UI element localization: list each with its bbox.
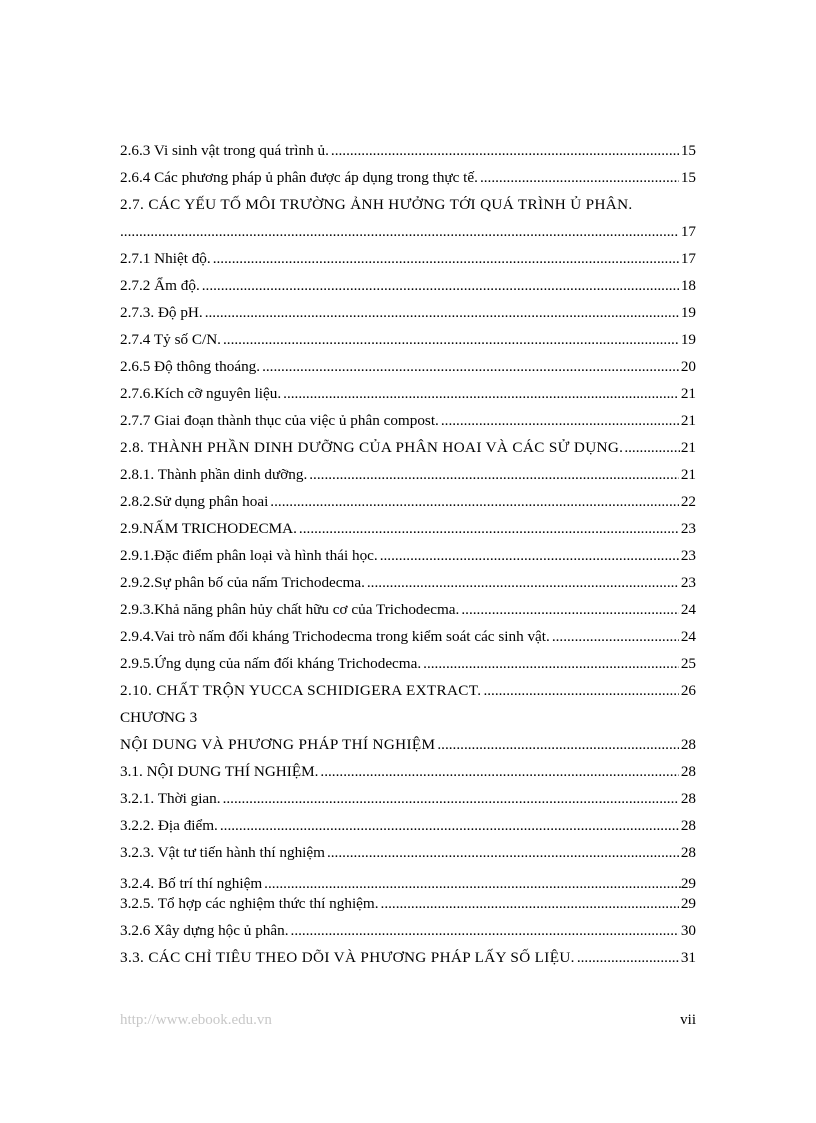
toc-entry-page: 26 <box>680 682 696 699</box>
toc-entry[interactable] <box>120 655 696 673</box>
toc-entry-page: 19 <box>680 331 696 348</box>
toc-entry[interactable] <box>120 817 696 835</box>
toc-entry-label: 2.9.4.Vai trò nấm đối kháng Trichodecma trong kiểm soát các sinh vật. <box>120 628 550 645</box>
dot-leader <box>120 223 679 241</box>
toc-entry[interactable] <box>120 790 696 808</box>
toc-entry-heading[interactable]: 2.7. CÁC YẾU TỐ MÔI TRƯỜNG ẢNH HƯỞNG TỚI QUÁ TRÌNH Ủ PHÂN. <box>120 196 633 213</box>
toc-entry[interactable] <box>120 331 696 349</box>
toc-entry-label: 2.9.1.Đặc điểm phân loại và hình thái học. <box>120 547 378 564</box>
toc-entry-page: 17 <box>680 250 696 267</box>
toc-entry[interactable] <box>120 844 696 862</box>
toc-entry[interactable] <box>120 547 696 565</box>
toc-entry-label: 2.6.3 Vi sinh vật trong quá trình ủ. <box>120 142 329 159</box>
toc-entry-label: 3.2.5. Tổ hợp các nghiệm thức thí nghiệm. <box>120 895 379 912</box>
toc-entry-page: 21 <box>680 439 696 456</box>
dot-leader <box>480 169 679 187</box>
dot-leader <box>552 628 679 646</box>
toc-entry-page: 21 <box>680 385 696 402</box>
toc-entry-page: 24 <box>680 601 696 618</box>
toc-entry[interactable] <box>120 895 696 913</box>
dot-leader <box>202 277 679 295</box>
toc-entry[interactable] <box>120 412 696 430</box>
toc-entry-label: 2.10. CHẤT TRỘN YUCCA SCHIDIGERA EXTRACT. <box>120 682 482 699</box>
toc-entry-label: 3.2.4. Bố trí thí nghiệm <box>120 875 263 892</box>
toc-entry-label: 2.7.6.Kích cỡ nguyên liệu. <box>120 385 282 402</box>
page-number: vii <box>680 1012 696 1028</box>
toc-entry-label: 2.7.7 Giai đoạn thành thục của việc ủ phân compost. <box>120 412 439 429</box>
dot-leader <box>291 922 679 940</box>
toc-entry[interactable] <box>120 601 696 619</box>
toc-entry[interactable] <box>120 949 696 967</box>
footer-url[interactable]: http://www.ebook.edu.vn <box>120 1012 272 1028</box>
toc-entry-page: 31 <box>680 949 696 966</box>
toc-entry-page: 25 <box>680 655 696 672</box>
toc-entry[interactable] <box>120 736 696 754</box>
toc-entry-page: 28 <box>680 736 696 753</box>
toc-entry[interactable] <box>120 574 696 592</box>
toc-entry-label: 3.3. CÁC CHỈ TIÊU THEO DÕI VÀ PHƯƠNG PHÁP LẤY SỐ LIỆU. <box>120 949 575 966</box>
dot-leader <box>577 949 679 967</box>
toc-entry-label: NỘI DUNG VÀ PHƯƠNG PHÁP THÍ NGHIỆM <box>120 736 436 753</box>
toc-entry-label: 3.1. NỘI DUNG THÍ NGHIỆM. <box>120 763 319 780</box>
toc-entry-page: 19 <box>680 304 696 321</box>
toc-entry[interactable] <box>120 763 696 781</box>
toc-entry-label: 2.7.3. Độ pH. <box>120 304 203 321</box>
toc-entry-label: 2.7.4 Tỷ số C/N. <box>120 331 221 348</box>
toc-entry[interactable] <box>120 277 696 295</box>
toc-entry-page: 23 <box>680 547 696 564</box>
toc-entry-page: 28 <box>680 790 696 807</box>
toc-entry-label: 3.2.6 Xây dựng hộc ủ phân. <box>120 922 289 939</box>
toc-entry-label: 2.8.1. Thành phần dinh dưỡng. <box>120 466 308 483</box>
toc-entry-label: 2.9.3.Khả năng phân hủy chất hữu cơ của Trichodecma. <box>120 601 460 618</box>
page-footer <box>120 1012 696 1029</box>
toc-entry[interactable] <box>120 682 696 700</box>
dot-leader <box>299 520 679 538</box>
toc-entry-page: 28 <box>680 844 696 861</box>
toc-entry[interactable] <box>120 250 696 268</box>
toc-entry-page: 21 <box>680 412 696 429</box>
toc-entry-page: 29 <box>680 895 696 912</box>
toc-entry-label: 2.6.5 Độ thông thoáng. <box>120 358 261 375</box>
toc-entry-page: 23 <box>680 574 696 591</box>
dot-leader <box>380 547 679 565</box>
toc-entry[interactable] <box>120 493 696 511</box>
toc-entry-page: 30 <box>680 922 696 939</box>
dot-leader <box>320 763 678 781</box>
toc-entry-label: 2.6.4 Các phương pháp ủ phân được áp dụng trong thực tế. <box>120 169 478 186</box>
toc-entry[interactable] <box>120 358 696 376</box>
toc-entry-page: 23 <box>680 520 696 537</box>
toc-entry-page: 22 <box>680 493 696 510</box>
toc-entry-label: 2.9.2.Sự phân bố của nấm Trichodecma. <box>120 574 365 591</box>
dot-leader <box>213 250 679 268</box>
toc-entry-page: 21 <box>680 466 696 483</box>
toc-entry-label: 3.2.2. Địa điểm. <box>120 817 218 834</box>
toc-entry[interactable] <box>120 466 696 484</box>
toc-entry[interactable] <box>120 304 696 322</box>
toc-entry[interactable] <box>120 628 696 646</box>
dot-leader <box>327 844 679 862</box>
toc-entry-label: 2.9.5.Ứng dụng của nấm đối kháng Trichodecma. <box>120 655 422 672</box>
toc-entry[interactable] <box>120 439 696 457</box>
toc-entry-page: 24 <box>680 628 696 645</box>
dot-leader <box>270 493 679 511</box>
toc-entry-page: 28 <box>680 763 696 780</box>
dot-leader <box>624 439 679 457</box>
dot-leader <box>223 331 679 349</box>
toc-entry-page: 29 <box>680 875 696 892</box>
dot-leader <box>264 875 681 893</box>
dot-leader <box>205 304 679 322</box>
toc-entry-page: 17 <box>680 223 696 240</box>
toc-entry[interactable] <box>120 223 696 241</box>
toc-entry-label: 3.2.1. Thời gian. <box>120 790 221 807</box>
dot-leader <box>223 790 679 808</box>
dot-leader <box>461 601 678 619</box>
toc-entry-label: 2.8.2.Sử dụng phân hoai <box>120 493 269 510</box>
toc-entry[interactable] <box>120 385 696 403</box>
toc-entry[interactable] <box>120 520 696 538</box>
toc-entry-page: 28 <box>680 817 696 834</box>
toc-entry[interactable] <box>120 922 696 940</box>
dot-leader <box>220 817 679 835</box>
dot-leader <box>423 655 679 673</box>
dot-leader <box>367 574 679 592</box>
toc-entry-label: 2.7.1 Nhiệt độ. <box>120 250 211 267</box>
chapter-heading: CHƯƠNG 3 <box>120 709 198 726</box>
toc-entry-label: 2.7.2 Ẩm độ. <box>120 277 200 294</box>
toc-entry-page: 15 <box>680 142 696 159</box>
toc-entry[interactable] <box>120 142 696 160</box>
toc-entry[interactable] <box>120 169 696 187</box>
toc-entry-page: 15 <box>680 169 696 186</box>
dot-leader <box>483 682 678 700</box>
dot-leader <box>437 736 678 754</box>
dot-leader <box>262 358 679 376</box>
toc-entry[interactable] <box>120 875 696 893</box>
dot-leader <box>309 466 679 484</box>
toc-entry-label: 2.8. THÀNH PHẦN DINH DƯỠNG CỦA PHÂN HOAI VÀ CÁC SỬ DỤNG. <box>120 439 624 456</box>
toc-entry-page: 18 <box>680 277 696 294</box>
toc-entry-label: 3.2.3. Vật tư tiến hành thí nghiệm <box>120 844 325 861</box>
dot-leader <box>283 385 679 403</box>
toc-entry-label: 2.9.NẤM TRICHODECMA. <box>120 520 297 537</box>
dot-leader <box>441 412 679 430</box>
dot-leader <box>331 142 679 160</box>
dot-leader <box>381 895 679 913</box>
toc-entry-page: 20 <box>680 358 696 375</box>
